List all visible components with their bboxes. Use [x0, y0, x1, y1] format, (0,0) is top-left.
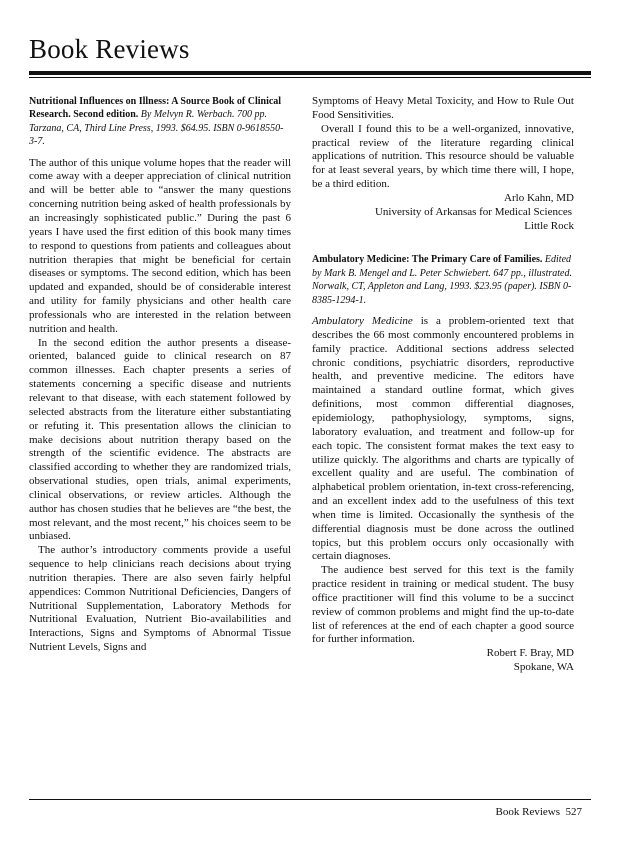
review2-signature: [312, 647, 574, 675]
review2-paragraph-2: The audience best served for this text is the family practice resident in training or medical student. The busy office practitioner will find this volume to be a succinct review of common problems and might find the up-to-date list of references at the end of each chapter a good source for further information.: [312, 564, 574, 646]
review2-book-details: Edited by Mark B. Mengel and L. Peter Schwiebert. 647 pp., illustrated. Norwalk, CT, Appleton and Lang, 1993. $23.95 (paper). ISBN 0-8385-1294-1.: [312, 254, 572, 306]
review1-signature: [312, 192, 574, 234]
review1-city: Little Rock: [524, 219, 574, 232]
right-column: [312, 95, 574, 675]
review2-reviewer-name: Robert F. Bray, MD: [486, 647, 574, 660]
review2-italic-title: Ambulatory Medicine: [312, 315, 413, 328]
review1-reviewer-name: Arlo Kahn, MD: [504, 191, 574, 204]
page-footer: [496, 806, 582, 818]
section-title: Book Reviews: [29, 34, 190, 64]
review2-paragraph-1: [312, 315, 574, 564]
review1-book-title: Nutritional Influences on Illness: A Source Book of Clinical Research. Second edition.: [29, 96, 282, 121]
review1-paragraph-3: The author’s introductory comments provide a useful sequence to help clinicians reach decisions about trying nutrition therapies. There are also seven fairly helpful appendices: Common Nutritional Deficiencies, Dangers of Nutritional Supplementation, Laboratory Methods for Nutritional Evaluation, Nutrient Bio-availabilities and Interactions, Signs and Symptoms of Abnormal Tissue Nutrient Levels, Signs and: [29, 544, 291, 654]
review1-paragraph-4: Overall I found this to be a well-organized, innovative, practical review of the literature regarding clinical applications of nutrition. This resource should be valuable for at least several years, by which time there will, I hope, be a third edition.: [312, 122, 574, 191]
left-column: [29, 95, 291, 655]
footer-rule: [29, 799, 591, 800]
review1-paragraph-3-continued: Symptoms of Heavy Metal Toxicity, and How to Rule Out Food Sensitivities.: [312, 95, 574, 121]
review2-city: Spokane, WA: [513, 661, 574, 674]
review2-paragraph-1-text: is a problem-oriented text that describes the 66 most commonly encountered problems in family practice. Additional sections address selected chronic conditions, psychiatric disorders, reproductive health, and preventive medicine. The editors have maintained a standard outline format, which gives definitions, most common differential diagnoses, epidemiology, pathophysiology, symptoms, signs, laboratory evaluation, and treatment and follow-up for each topic. The consistent format makes the text easy to utilize quickly. The algorithms and charts are typically of excellent quality and are useful. The combination of alphabetical problem orientation, in-text cross-referencing, and an excellent index add to the usefulness of this text when time is limited. Occasionally the synthesis of the differential diagnosis must be done across the outlined topics, but this problem occurs only occasionally with certain diagnoses.: [312, 315, 574, 563]
header-rule-thick: [29, 71, 591, 75]
header-rule-thin: [29, 77, 591, 78]
page-number: 527: [565, 806, 582, 818]
review1-paragraph-1: The author of this unique volume hopes that the reader will come away with a deeper appreciation of clinical nutrition and will be better able to “answer the many questions concerning nutrition being asked of health professionals by an increasingly sophisticated public.” During the past 6 years I have used the first edition of this book many times to respond to questions from patients and colleagues about nutrition therapies that might be beneficial for certain diseases or symptoms. The second edition, which has been updated and expanded, should be of considerable interest and utility for family physicians and other health care professionals who are interested in the relation between nutrition and health.: [29, 156, 291, 335]
review2-citation: [312, 253, 574, 307]
review1-book-details: By Melvyn R. Werbach. 700 pp. Tarzana, CA, Third Line Press, 1993. $64.95. ISBN 0-9618550-3-7.: [29, 109, 284, 148]
review1-affiliation: University of Arkansas for Medical Sciences: [374, 205, 572, 218]
review1-citation: [29, 95, 291, 149]
review1-paragraph-2: In the second edition the author presents a disease-oriented, balanced guide to clinical research on 87 common illnesses. Each chapter presents a series of statements concerning a specific disease and nutrients relevant to that disease, with each statement followed by selected abstracts from the literature either substantiating or refuting it. This presentation allows the clinician to make decisions about nutrition therapy based on the strength of the scientific evidence. The abstracts are classified according to whether they are randomized trials, observational studies, open trials, animal experiments, clinical observations, or review articles. Although the author has chosen studies that he believes are “the best, the most relevant, and the most recent,” his choices seem to be unbiased.: [29, 336, 291, 543]
running-head: Book Reviews: [495, 806, 560, 818]
review2-book-title: Ambulatory Medicine: The Primary Care of Families.: [312, 254, 543, 266]
